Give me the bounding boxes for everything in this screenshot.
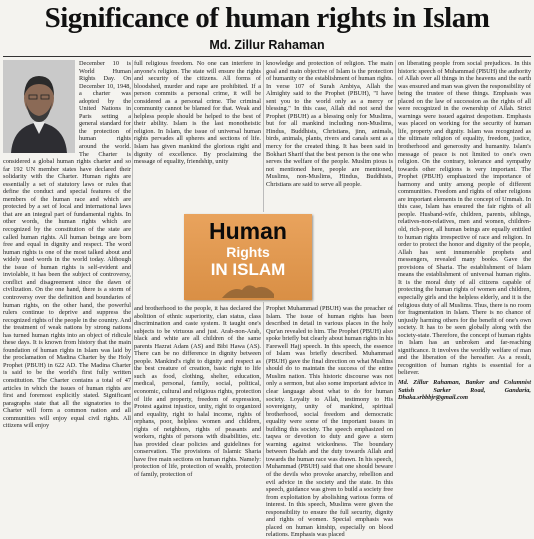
column-divider [132,60,133,468]
author-signature: Md. Zillur Rahaman, Banker and Columnist Satish Sarker Road, Gandaria, Dhaka.srbbbjr@gmail.com [398,378,531,402]
book-cover-image [134,212,393,302]
book-title-human: Human [209,218,287,244]
byline: Md. Zillur Rahaman [209,38,325,52]
book-cover [184,214,312,300]
headline: Significance of human rights in Islam [44,2,490,34]
article-text: Prophet Muhammad (PBUH) was the preacher of Islam. The issue of human rights has been described in detail in various places in the holy Qur'an revealed to him. The Prophet (PBUH) also spoke briefly but clearly about human rights in his Farewell Hajj speech. In this speech, the essence of Islam was briefly described. Muhammad (PBUH) gave the final direction on what Muslims should do to maintain the success of the entire Muslim nation. This historic discourse was not only a sermon, but also some important advice in clear language about what to do for human society. Loyalty to Allah, testimony to His sovereignty, unity of mankind, spiritual brotherhood, social freedom and democratic equality were some of the important issues in building this society. The speech emphasized on taqwa or devotion to duty and gave a stern warning against wickedness. The boundary between Ibadah and the duty towards Allah and towards the human race was drawn. In his speech, Muhammad (PBUH) said that one should beware of the devils who provoke anarchy, rebellion and evil advice in the society and the state. In this speech, guidance was given to build a society free from exploitation by abolishing various forms of interest. In this speech, Muslims were given the responsibility to ensure the full security, dignity and rights of women. Special emphasis was placed on human kinship, especially on blood relations. Emphasis was placed [266,305,393,539]
article-text: full religious freedom. No one can interfere in anyone's religion. The state will ensure the rights and security of the citizens. All forms of bloodshed, murder and rape are prohibited. If a person commits a personal crime, it will be considered as a personal crime. The criminal community cannot be blamed for that. Weak and helpless people should be helped to the best of their ability. Islam is the last monotheistic religion. In Islam, the issue of universal human rights pervades all spheres and sections of life. Islam has given mankind the glorious right and dignity of excellence. By proclaiming the message of equality, friendship, unity [134,60,261,166]
article-column-2 [134,60,261,210]
book-title-in-islam: IN ISLAM [210,260,286,279]
book-title-rights: Rights [226,244,270,260]
article-text: on liberating people from social prejudices. In this historic speech of Muhammad (PBUH) the authority of Allah over all things in the heavens and the earth was ensured and man was given the responsibility of being the trustee of these things. Emphasis was placed on the law of succession as the rights of all were recognized in the ownership of Allah. Strict warnings were issued against despotism. Emphasis was placed on working for the security of human life, property and dignity. Islam was recognized as the ultimate religion of equality, freedom, justice, brotherhood and generosity and humanity. Islam's message of peace is not limited to one's own religion. On the contrary, tolerance and sympathy towards other religions is very important. The Prophet (PBUH) emphasized the importance of harmony and unity among people of different communities. Freedom and rights of other religions are important elements in the concept of Ummah. In this case, Islam has ensured the fair rights of all people. Husband-wife, children, parents, siblings, relatives-non-relatives, men and women, children-old, rich-poor, all human beings are equally entitled to human rights irrespective of race and religion. In order to protect the honor and dignity of the people, Allah has sent innumerable prophets and messengers, revealed many books. Gave the provisions of Sharia. The establishment of Islam means the establishment of universal human rights. It is the moral duty of all citizens capable of protecting the human rights of women and children, especially girls and the helpless elderly, and it is the religious duty of all Muslims. Thus, there is no room for fragmentation in Islam. There is no chance of unjustly harming others for the benefit of one's own society. It has to be seen globally along with the society-state. Therefore, the concept of human rights in Islam has an unbroken and far-reaching significance. It involves the worldly welfare of man and the liberation of the hereafter. As a result, recognition of human rights is essential for a believer. [398,60,531,377]
article-text: knowledge and protection of religion. The main goal and main objective of Islam is the protection of humanity or the establishment of human rights. In verse 107 of Surah Ambiya, Allah the Almighty said to the Prophet (PBUH), "I have sent you to the world only as a mercy or blessing." In this case, Allah did not send the Prophet (PBUH) as a blessing only for Muslims, but for all mankind including non-Muslims, Hindus, Buddhists, Christians, jinn, animals, birds, animals, plants, rivers and canals sent as a mercy for the created thing. It has been said in Bokhari Sharif that the best person is the one who serves the welfare of the people. Muslim pious is not mentioned here, people are mentioned, Muslims, non-Muslims, Hindus, Buddhists, Christians are said to serve all people. [266,60,393,188]
header-rule [3,56,531,57]
article-text: December 10 is World Human Rights Day. On December 10, 1948, a charter was adopted by the United Nations in Paris setting a general standard for the protection of human rights around the world. The Charter is considered a global human rights charter and so far 192 UN member states have declared their solidarity with the Charter. Human rights are essentially a set of statutory laws or rules that define the conduct and special features of the members of the human race and which are protected by a set of local and international laws that are an integral part of fundamental rights. In other words, the human rights which are recognized by the constitution of the state are called human rights. All human beings are born free and equal in dignity and respect. The word human rights is one of the most talked about and widely used words in the world today. Although the issue of human rights is self-evident and inviolable, it has been the subject of controversy, conflict and disagreement since the dawn of civilization. On the one hand, there is a storm of controversy over the definition and boundaries of human rights, on the other hand, the powerful rulers continue to deprive and suppress the recognized rights of the people in the country. And the treatment of weak nations by strong nations has turned human rights into an object of ridicule these days. It is known from history that the main foundation of human rights in Islam was laid by the proclamation of Madina Charter by the Holy Prophet (PBUH) in 622 AD. The Madina Charter is said to be the world's first fully written constitution. The Charter contains a total of 47 articles in which the issues of human rights are first and foremost explicitly stated. Significant paragraphs state that all the signatories to the Charter will form a common nation and all communities will enjoy equal civil rights. All citizens will enjoy [3,60,131,430]
article-column-1 [3,60,131,470]
author-portrait [3,60,75,153]
article-column-3 [266,60,393,210]
article-column-2-lower [134,305,261,479]
article-text: and brotherhood to the people, it has declared the abolition of ethnic superiority, clan status, class discrimination and caste system. It taught one's subjects to be virtuous and just. Arab-non-Arab, black and white are all children of the same parents Hazrat Adam (AS) and Bibi Hawa (AS). There can be no difference in dignity between people. Mankind's right to dignity and respect as the best creature of creation, basic right to life such as food, clothing, shelter, education, medical, personal, family, social, political, economic, cultural and religious rights, protection of life and property, freedom of expression, Protest against injustice, unity, right to organized and equality, right to halal income, rights of orphans, poor, helpless women and children, rights of neighbors, rights of peasants and workers, rights of persons with disabilities, etc. has provided clear policies and guidelines for conservation. The provisions of Islamic Sharia have five main sections on human rights. Namely: protection of life, protection of wealth, protection of family, protection of [134,305,261,479]
tree-illustration [222,280,274,298]
column-divider [395,60,396,468]
article-column-3-lower [266,305,393,539]
article-column-4 [398,60,531,470]
